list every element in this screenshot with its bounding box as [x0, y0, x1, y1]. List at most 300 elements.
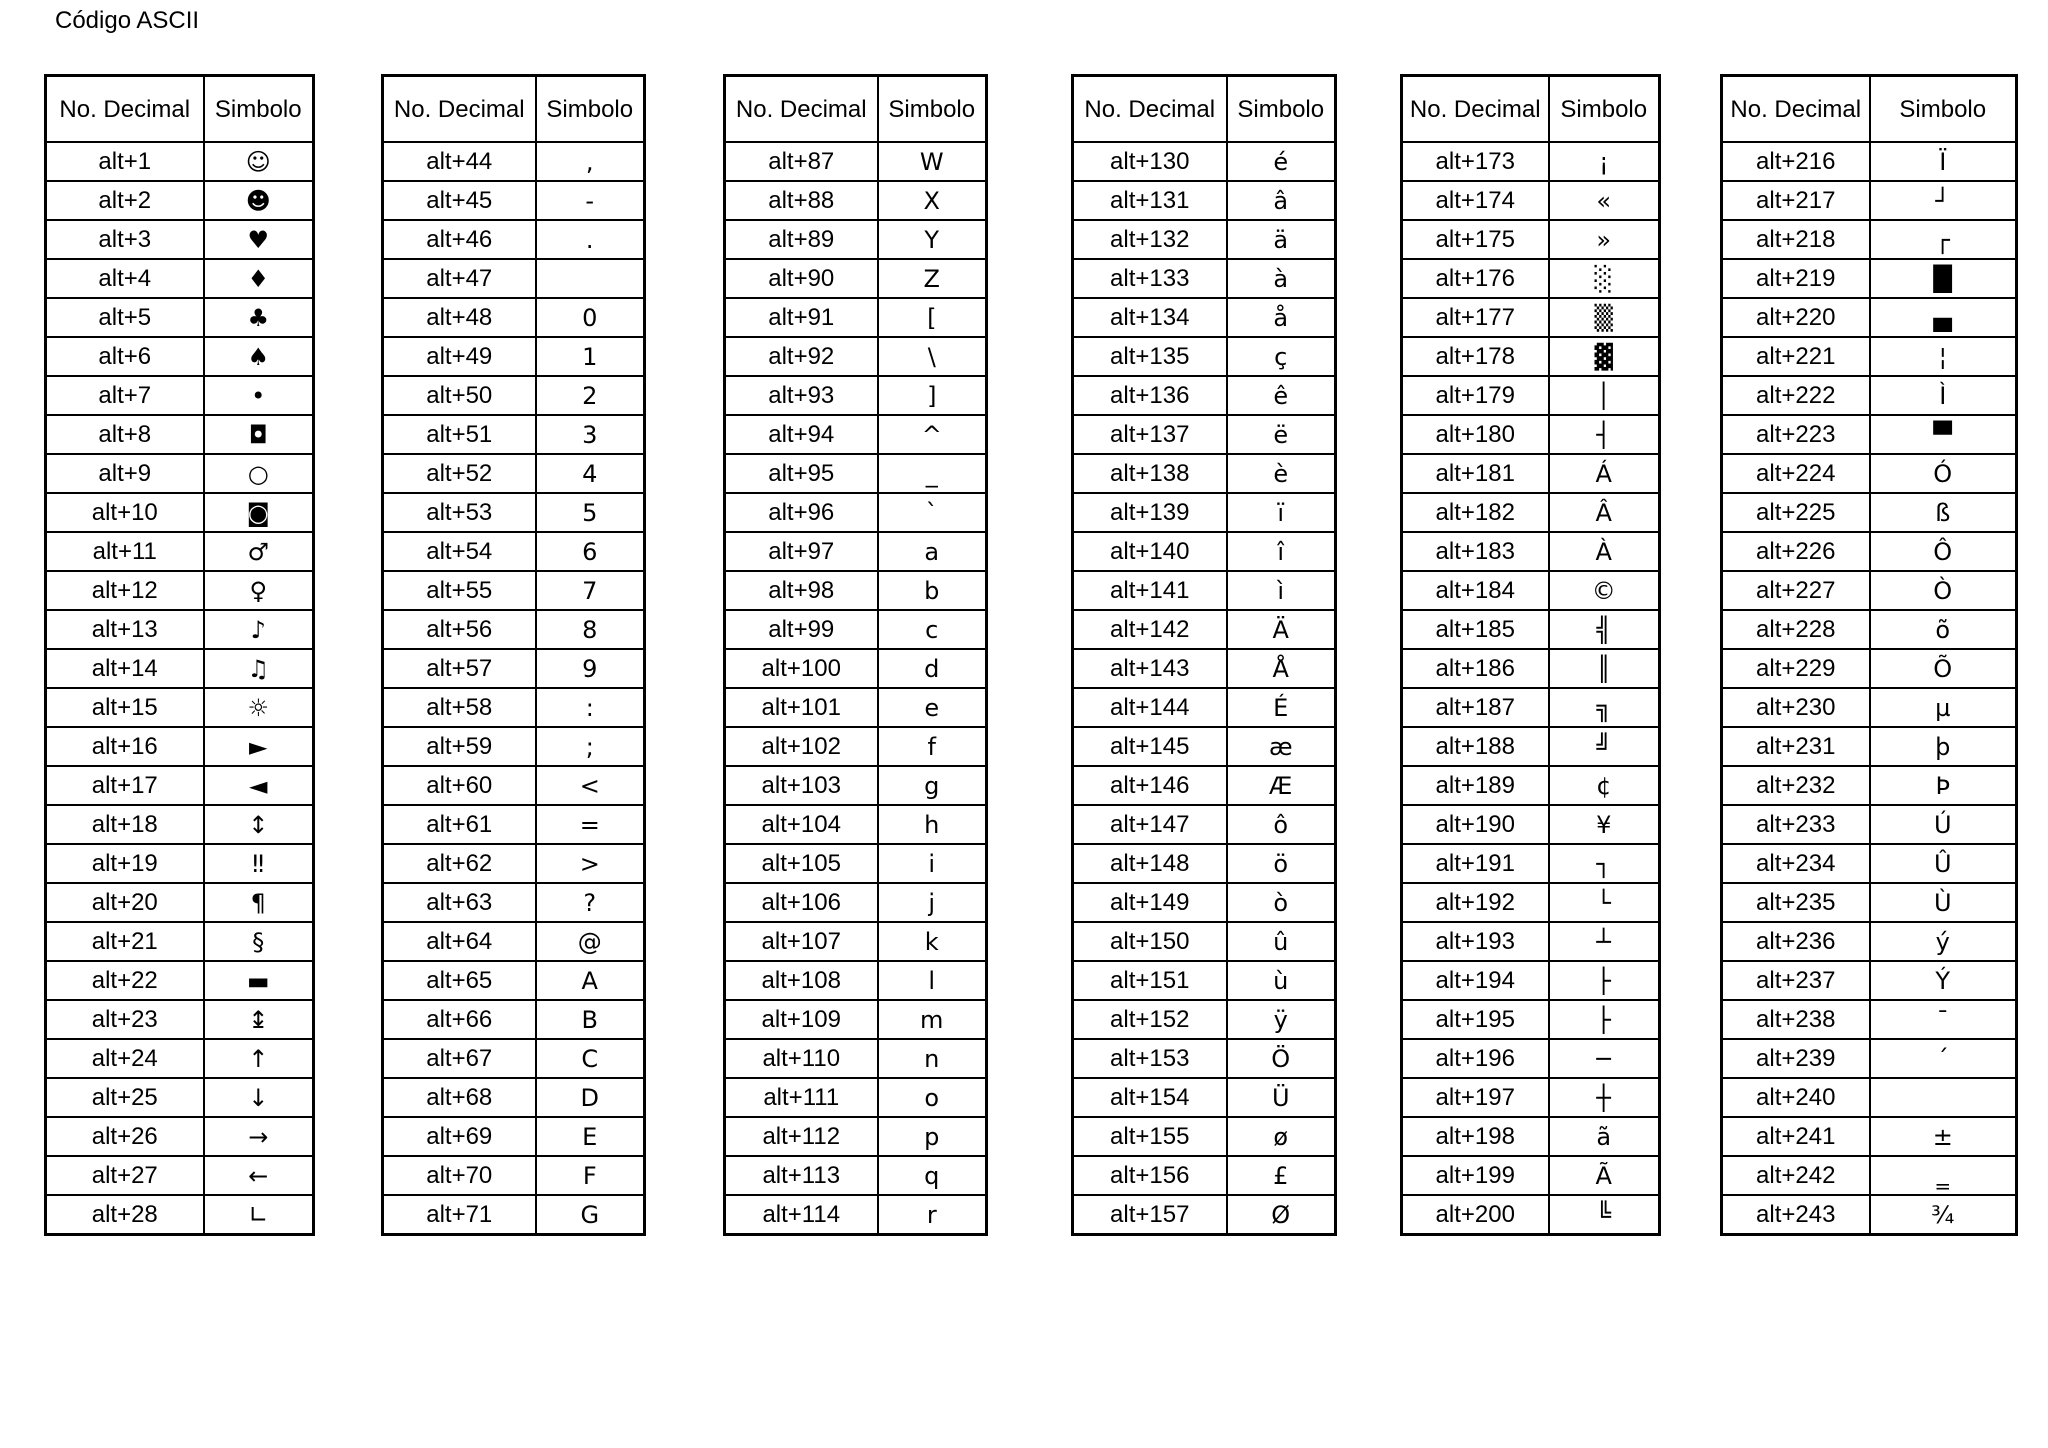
- symbol-cell: ♦: [204, 259, 314, 298]
- symbol-cell: j: [878, 883, 987, 922]
- table-row: [1402, 922, 1660, 961]
- table-row: [1402, 454, 1660, 493]
- column-header-decimal: No. Decimal: [383, 76, 536, 143]
- table-row: [46, 688, 314, 727]
- table-row: [1402, 1156, 1660, 1195]
- symbol-cell: [1870, 1078, 2017, 1117]
- symbol-cell: ?: [536, 883, 645, 922]
- table-row: [1073, 1039, 1336, 1078]
- decimal-code-cell: alt+19: [46, 844, 204, 883]
- table-row: [1402, 298, 1660, 337]
- table-row: [383, 298, 645, 337]
- decimal-code-cell: alt+2: [46, 181, 204, 220]
- table-row: [725, 961, 987, 1000]
- table-row: [46, 181, 314, 220]
- decimal-code-cell: alt+144: [1073, 688, 1227, 727]
- table-row: [46, 337, 314, 376]
- table-row: [383, 532, 645, 571]
- decimal-code-cell: alt+91: [725, 298, 878, 337]
- symbol-cell: Å: [1227, 649, 1336, 688]
- table-row: [1722, 649, 2017, 688]
- symbol-cell: Y: [878, 220, 987, 259]
- symbol-cell: ý: [1870, 922, 2017, 961]
- table-row: [383, 1156, 645, 1195]
- decimal-code-cell: alt+59: [383, 727, 536, 766]
- symbol-cell: þ: [1870, 727, 2017, 766]
- table-row: [383, 844, 645, 883]
- decimal-code-cell: alt+131: [1073, 181, 1227, 220]
- symbol-cell: æ: [1227, 727, 1336, 766]
- symbol-cell: Ä: [1227, 610, 1336, 649]
- decimal-code-cell: alt+139: [1073, 493, 1227, 532]
- symbol-cell: ï: [1227, 493, 1336, 532]
- column-header-decimal: No. Decimal: [1722, 76, 1870, 143]
- table-row: [383, 142, 645, 181]
- decimal-code-cell: alt+96: [725, 493, 878, 532]
- decimal-code-cell: alt+187: [1402, 688, 1549, 727]
- table-row: [1073, 571, 1336, 610]
- table-row: [46, 142, 314, 181]
- symbol-cell: î: [1227, 532, 1336, 571]
- symbol-cell: ♠: [204, 337, 314, 376]
- decimal-code-cell: alt+67: [383, 1039, 536, 1078]
- symbol-cell: e: [878, 688, 987, 727]
- table-row: [725, 415, 987, 454]
- decimal-code-cell: alt+3: [46, 220, 204, 259]
- symbol-cell: ☻: [204, 181, 314, 220]
- table-row: [383, 1078, 645, 1117]
- decimal-code-cell: alt+146: [1073, 766, 1227, 805]
- decimal-code-cell: alt+157: [1073, 1195, 1227, 1235]
- decimal-code-cell: alt+130: [1073, 142, 1227, 181]
- decimal-code-cell: alt+92: [725, 337, 878, 376]
- symbol-cell: d: [878, 649, 987, 688]
- symbol-cell: §: [204, 922, 314, 961]
- symbol-cell: 9: [536, 649, 645, 688]
- decimal-code-cell: alt+44: [383, 142, 536, 181]
- symbol-cell: ä: [1227, 220, 1336, 259]
- table-row: [46, 1117, 314, 1156]
- decimal-code-cell: alt+113: [725, 1156, 878, 1195]
- decimal-code-cell: alt+132: [1073, 220, 1227, 259]
- table-row: [1402, 844, 1660, 883]
- decimal-code-cell: alt+189: [1402, 766, 1549, 805]
- symbol-cell: Á: [1549, 454, 1660, 493]
- decimal-code-cell: alt+57: [383, 649, 536, 688]
- decimal-code-cell: alt+4: [46, 259, 204, 298]
- table-row: [46, 454, 314, 493]
- decimal-code-cell: alt+112: [725, 1117, 878, 1156]
- symbol-cell: n: [878, 1039, 987, 1078]
- table-row: [383, 766, 645, 805]
- symbol-cell: ◄: [204, 766, 314, 805]
- symbol-cell: ¾: [1870, 1195, 2017, 1235]
- table-row: [1073, 844, 1336, 883]
- table-row: [1402, 649, 1660, 688]
- symbol-cell: õ: [1870, 610, 2017, 649]
- symbol-cell: ‗: [1870, 1156, 2017, 1195]
- table-row: [46, 493, 314, 532]
- table-row: [1402, 1078, 1660, 1117]
- symbol-cell: @: [536, 922, 645, 961]
- symbol-cell: ☺: [204, 142, 314, 181]
- table-row: [725, 376, 987, 415]
- decimal-code-cell: alt+191: [1402, 844, 1549, 883]
- decimal-code-cell: alt+7: [46, 376, 204, 415]
- symbol-cell: │: [1549, 376, 1660, 415]
- decimal-code-cell: alt+65: [383, 961, 536, 1000]
- decimal-code-cell: alt+199: [1402, 1156, 1549, 1195]
- symbol-cell: ¥: [1549, 805, 1660, 844]
- table-row: [383, 805, 645, 844]
- decimal-code-cell: alt+152: [1073, 1000, 1227, 1039]
- table-row: [383, 454, 645, 493]
- symbol-cell: ;: [536, 727, 645, 766]
- symbol-cell: ♣: [204, 298, 314, 337]
- decimal-code-cell: alt+173: [1402, 142, 1549, 181]
- table-row: [725, 181, 987, 220]
- decimal-code-cell: alt+200: [1402, 1195, 1549, 1235]
- decimal-code-cell: alt+8: [46, 415, 204, 454]
- table-row: [1073, 1000, 1336, 1039]
- table-row: [725, 337, 987, 376]
- symbol-cell: i: [878, 844, 987, 883]
- decimal-code-cell: alt+143: [1073, 649, 1227, 688]
- table-row: [1073, 532, 1336, 571]
- decimal-code-cell: alt+95: [725, 454, 878, 493]
- decimal-code-cell: alt+184: [1402, 571, 1549, 610]
- symbol-cell: F: [536, 1156, 645, 1195]
- table-row: [46, 220, 314, 259]
- decimal-code-cell: alt+99: [725, 610, 878, 649]
- symbol-cell: X: [878, 181, 987, 220]
- table-row: [725, 493, 987, 532]
- symbol-cell: q: [878, 1156, 987, 1195]
- table-row: [383, 1000, 645, 1039]
- table-row: [383, 415, 645, 454]
- decimal-code-cell: alt+66: [383, 1000, 536, 1039]
- decimal-code-cell: alt+6: [46, 337, 204, 376]
- table-row: [46, 805, 314, 844]
- decimal-code-cell: alt+12: [46, 571, 204, 610]
- decimal-code-cell: alt+23: [46, 1000, 204, 1039]
- decimal-code-cell: alt+133: [1073, 259, 1227, 298]
- symbol-cell: ♀: [204, 571, 314, 610]
- symbol-cell: W: [878, 142, 987, 181]
- symbol-cell: ←: [204, 1156, 314, 1195]
- decimal-code-cell: alt+232: [1722, 766, 1870, 805]
- symbol-cell: À: [1549, 532, 1660, 571]
- decimal-code-cell: alt+5: [46, 298, 204, 337]
- decimal-code-cell: alt+226: [1722, 532, 1870, 571]
- table-row: [725, 1195, 987, 1235]
- decimal-code-cell: alt+52: [383, 454, 536, 493]
- decimal-code-cell: alt+108: [725, 961, 878, 1000]
- decimal-code-cell: alt+145: [1073, 727, 1227, 766]
- decimal-code-cell: alt+220: [1722, 298, 1870, 337]
- decimal-code-cell: alt+1: [46, 142, 204, 181]
- table-row: [1402, 142, 1660, 181]
- symbol-cell: ┼: [1549, 1078, 1660, 1117]
- symbol-cell: ┌: [1870, 220, 2017, 259]
- table-row: [383, 337, 645, 376]
- table-row: [1722, 727, 2017, 766]
- symbol-cell: h: [878, 805, 987, 844]
- decimal-code-cell: alt+240: [1722, 1078, 1870, 1117]
- decimal-code-cell: alt+62: [383, 844, 536, 883]
- decimal-code-cell: alt+27: [46, 1156, 204, 1195]
- symbol-cell: ^: [878, 415, 987, 454]
- decimal-code-cell: alt+151: [1073, 961, 1227, 1000]
- symbol-cell: ♂: [204, 532, 314, 571]
- symbol-cell: ├: [1549, 1000, 1660, 1039]
- symbol-cell: ù: [1227, 961, 1336, 1000]
- table-row: [383, 220, 645, 259]
- table-row: [1722, 532, 2017, 571]
- decimal-code-cell: alt+238: [1722, 1000, 1870, 1039]
- table-row: [1402, 961, 1660, 1000]
- symbol-cell: -: [536, 181, 645, 220]
- ascii-table-3: [723, 74, 988, 1236]
- table-row: [383, 376, 645, 415]
- decimal-code-cell: alt+98: [725, 571, 878, 610]
- table-row: [1073, 1156, 1336, 1195]
- decimal-code-cell: alt+47: [383, 259, 536, 298]
- decimal-code-cell: alt+218: [1722, 220, 1870, 259]
- ascii-table-1: [44, 74, 315, 1236]
- table-row: [46, 376, 314, 415]
- decimal-code-cell: alt+87: [725, 142, 878, 181]
- table-row: [725, 1156, 987, 1195]
- decimal-code-cell: alt+181: [1402, 454, 1549, 493]
- decimal-code-cell: alt+68: [383, 1078, 536, 1117]
- decimal-code-cell: alt+188: [1402, 727, 1549, 766]
- decimal-code-cell: alt+71: [383, 1195, 536, 1235]
- decimal-code-cell: alt+114: [725, 1195, 878, 1235]
- symbol-cell: Ü: [1227, 1078, 1336, 1117]
- symbol-cell: å: [1227, 298, 1336, 337]
- decimal-code-cell: alt+21: [46, 922, 204, 961]
- column-header-symbol: Simbolo: [536, 76, 645, 143]
- table-row: [1402, 610, 1660, 649]
- symbol-cell: ╝: [1549, 727, 1660, 766]
- symbol-cell: ○: [204, 454, 314, 493]
- decimal-code-cell: alt+60: [383, 766, 536, 805]
- table-row: [725, 805, 987, 844]
- symbol-cell: ↕: [204, 805, 314, 844]
- symbol-cell: ã: [1549, 1117, 1660, 1156]
- table-row: [1722, 1039, 2017, 1078]
- symbol-cell: ì: [1227, 571, 1336, 610]
- decimal-code-cell: alt+182: [1402, 493, 1549, 532]
- table-row: [725, 142, 987, 181]
- symbol-cell: \: [878, 337, 987, 376]
- table-row: [725, 1117, 987, 1156]
- symbol-cell: ▓: [1549, 337, 1660, 376]
- symbol-cell: █: [1870, 259, 2017, 298]
- symbol-cell: ▄: [1870, 298, 2017, 337]
- table-row: [46, 1078, 314, 1117]
- symbol-cell: •: [204, 376, 314, 415]
- table-row: [1402, 1039, 1660, 1078]
- symbol-cell: Ì: [1870, 376, 2017, 415]
- symbol-cell: =: [536, 805, 645, 844]
- symbol-cell: r: [878, 1195, 987, 1235]
- table-row: [1722, 805, 2017, 844]
- symbol-cell: ↓: [204, 1078, 314, 1117]
- decimal-code-cell: alt+93: [725, 376, 878, 415]
- symbol-cell: à: [1227, 259, 1336, 298]
- decimal-code-cell: alt+137: [1073, 415, 1227, 454]
- table-row: [1402, 727, 1660, 766]
- table-row: [725, 922, 987, 961]
- page-title: Código ASCII: [55, 7, 200, 34]
- symbol-cell: ø: [1227, 1117, 1336, 1156]
- decimal-code-cell: alt+223: [1722, 415, 1870, 454]
- symbol-cell: û: [1227, 922, 1336, 961]
- table-row: [1722, 1078, 2017, 1117]
- table-row: [46, 961, 314, 1000]
- table-row: [1722, 844, 2017, 883]
- table-row: [383, 883, 645, 922]
- decimal-code-cell: alt+243: [1722, 1195, 1870, 1235]
- decimal-code-cell: alt+177: [1402, 298, 1549, 337]
- symbol-cell: ─: [1549, 1039, 1660, 1078]
- table-row: [725, 766, 987, 805]
- symbol-cell: ¯: [1870, 1000, 2017, 1039]
- symbol-cell: l: [878, 961, 987, 1000]
- decimal-code-cell: alt+142: [1073, 610, 1227, 649]
- symbol-cell: Ø: [1227, 1195, 1336, 1235]
- symbol-cell: Õ: [1870, 649, 2017, 688]
- decimal-code-cell: alt+236: [1722, 922, 1870, 961]
- decimal-code-cell: alt+97: [725, 532, 878, 571]
- symbol-cell: 6: [536, 532, 645, 571]
- table-row: [1073, 259, 1336, 298]
- table-row: [1073, 142, 1336, 181]
- decimal-code-cell: alt+174: [1402, 181, 1549, 220]
- table-row: [1073, 961, 1336, 1000]
- table-row: [725, 1039, 987, 1078]
- symbol-cell: a: [878, 532, 987, 571]
- column-header-decimal: No. Decimal: [1402, 76, 1549, 143]
- decimal-code-cell: alt+239: [1722, 1039, 1870, 1078]
- symbol-cell: ►: [204, 727, 314, 766]
- table-row: [1722, 142, 2017, 181]
- symbol-cell: «: [1549, 181, 1660, 220]
- table-row: [1402, 259, 1660, 298]
- decimal-code-cell: alt+20: [46, 883, 204, 922]
- symbol-cell: ê: [1227, 376, 1336, 415]
- table-row: [1722, 1117, 2017, 1156]
- decimal-code-cell: alt+94: [725, 415, 878, 454]
- symbol-cell: c: [878, 610, 987, 649]
- table-row: [1722, 961, 2017, 1000]
- table-row: [1402, 571, 1660, 610]
- table-row: [46, 1039, 314, 1078]
- symbol-cell: è: [1227, 454, 1336, 493]
- decimal-code-cell: alt+231: [1722, 727, 1870, 766]
- symbol-cell: Ô: [1870, 532, 2017, 571]
- table-row: [1402, 376, 1660, 415]
- decimal-code-cell: alt+197: [1402, 1078, 1549, 1117]
- symbol-cell: 5: [536, 493, 645, 532]
- decimal-code-cell: alt+141: [1073, 571, 1227, 610]
- table-row: [1073, 883, 1336, 922]
- decimal-code-cell: alt+148: [1073, 844, 1227, 883]
- table-row: [1722, 922, 2017, 961]
- symbol-cell: ☼: [204, 688, 314, 727]
- table-row: [46, 415, 314, 454]
- table-row: [46, 1000, 314, 1039]
- symbol-cell: [: [878, 298, 987, 337]
- table-row: [1073, 415, 1336, 454]
- ascii-table-5: [1400, 74, 1661, 1236]
- table-row: [383, 688, 645, 727]
- table-row: [1722, 1000, 2017, 1039]
- decimal-code-cell: alt+16: [46, 727, 204, 766]
- symbol-cell: o: [878, 1078, 987, 1117]
- symbol-cell: ▒: [1549, 298, 1660, 337]
- decimal-code-cell: alt+101: [725, 688, 878, 727]
- decimal-code-cell: alt+233: [1722, 805, 1870, 844]
- decimal-code-cell: alt+193: [1402, 922, 1549, 961]
- column-header-symbol: Simbolo: [1549, 76, 1660, 143]
- table-row: [383, 649, 645, 688]
- decimal-code-cell: alt+134: [1073, 298, 1227, 337]
- table-row: [383, 961, 645, 1000]
- symbol-cell: ♫: [204, 649, 314, 688]
- decimal-code-cell: alt+176: [1402, 259, 1549, 298]
- symbol-cell: »: [1549, 220, 1660, 259]
- table-row: [46, 922, 314, 961]
- table-row: [1073, 493, 1336, 532]
- symbol-cell: µ: [1870, 688, 2017, 727]
- decimal-code-cell: alt+147: [1073, 805, 1227, 844]
- decimal-code-cell: alt+50: [383, 376, 536, 415]
- decimal-code-cell: alt+198: [1402, 1117, 1549, 1156]
- table-row: [1722, 688, 2017, 727]
- table-row: [1402, 337, 1660, 376]
- symbol-cell: ë: [1227, 415, 1336, 454]
- symbol-cell: ¶: [204, 883, 314, 922]
- table-row: [1402, 766, 1660, 805]
- symbol-cell: ╣: [1549, 610, 1660, 649]
- table-row: [725, 1000, 987, 1039]
- decimal-code-cell: alt+15: [46, 688, 204, 727]
- decimal-code-cell: alt+10: [46, 493, 204, 532]
- table-row: [1073, 181, 1336, 220]
- decimal-code-cell: alt+225: [1722, 493, 1870, 532]
- symbol-cell: b: [878, 571, 987, 610]
- table-row: [46, 571, 314, 610]
- table-row: [1073, 220, 1336, 259]
- table-row: [1073, 688, 1336, 727]
- decimal-code-cell: alt+135: [1073, 337, 1227, 376]
- decimal-code-cell: alt+28: [46, 1195, 204, 1235]
- table-row: [1402, 1195, 1660, 1235]
- decimal-code-cell: alt+154: [1073, 1078, 1227, 1117]
- symbol-cell: ░: [1549, 259, 1660, 298]
- symbol-cell: A: [536, 961, 645, 1000]
- table-row: [725, 649, 987, 688]
- decimal-code-cell: alt+104: [725, 805, 878, 844]
- decimal-code-cell: alt+26: [46, 1117, 204, 1156]
- table-row: [1722, 220, 2017, 259]
- ascii-table-2: [381, 74, 646, 1236]
- decimal-code-cell: alt+103: [725, 766, 878, 805]
- table-row: [383, 922, 645, 961]
